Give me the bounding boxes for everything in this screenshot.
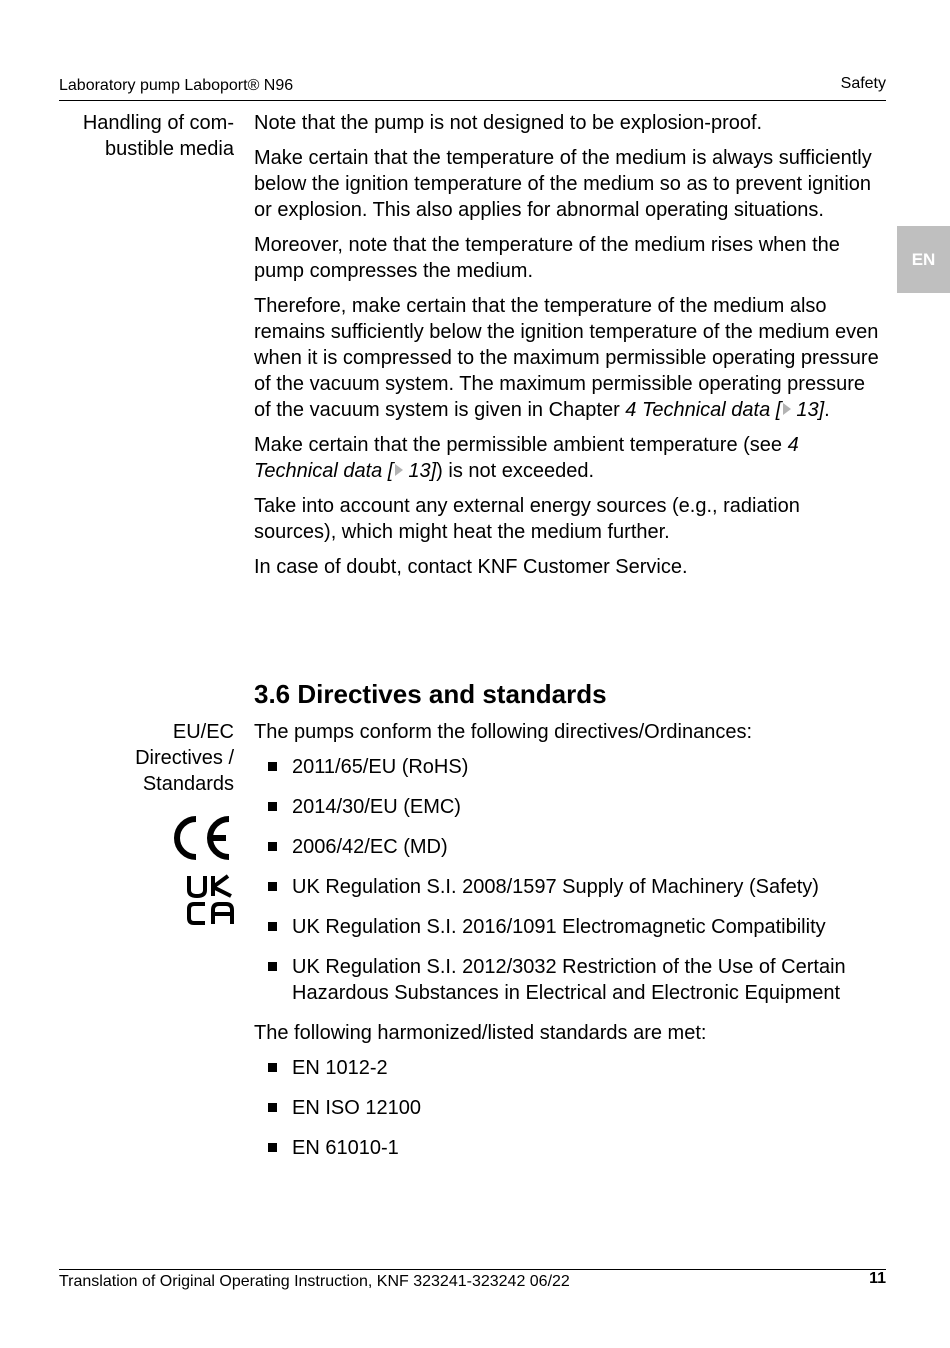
section-heading: 3.6 Directives and standards: [254, 679, 607, 709]
side-label-line: Standards: [142, 773, 234, 795]
ukca-mark-icon: [186, 874, 236, 931]
paragraph: [254, 293, 886, 423]
paragraph: Moreover, note that the temperature of the medium rises when the pump compresses the medium.: [254, 234, 840, 282]
paragraph: The pumps conform the following directives/Ordinances:: [254, 721, 753, 743]
page-header: [59, 76, 886, 101]
cross-reference-label: 4 Technical data [: [625, 399, 782, 421]
directives-list: [254, 754, 886, 1006]
cross-reference-page: 13]: [408, 460, 437, 482]
cross-reference-link[interactable]: [625, 399, 824, 421]
side-label-directives: [135, 719, 234, 797]
language-tab[interactable]: EN: [897, 226, 950, 293]
page-arrow-icon: [783, 403, 791, 415]
ukca-mark-graphic: [186, 874, 236, 926]
list-item: EN 61010-1: [254, 1135, 886, 1161]
paragraph: Make certain that the temperature of the medium is always sufficiently below the ignition temperature of the medium so as to prevent ignition or explosion. This also applies for abnormal operating situations.: [254, 147, 872, 221]
paragraph: [254, 432, 886, 484]
list-item: 2006/42/EC (MD): [254, 834, 886, 860]
paragraph: In case of doubt, contact KNF Customer Service.: [254, 556, 688, 578]
paragraph: Take into account any external energy sources (e.g., radiation sources), which might heat the medium further.: [254, 495, 800, 543]
list-item: UK Regulation S.I. 2008/1597 Supply of Machinery (Safety): [254, 874, 886, 900]
header-section: Safety: [840, 75, 886, 92]
directives-section: [254, 719, 886, 1175]
paragraph: Note that the pump is not designed to be explosion-proof.: [254, 112, 763, 134]
side-label-line: EU/EC: [172, 721, 234, 743]
side-label-combustible: [83, 110, 234, 162]
paragraph-text: Make certain that the permissible ambient temperature (see: [254, 434, 788, 456]
page-number: 11: [869, 1270, 886, 1287]
ce-mark-graphic: [166, 814, 234, 862]
paragraph-text: .: [824, 399, 830, 421]
list-item: 2014/30/EU (EMC): [254, 794, 886, 820]
list-item: 2011/65/EU (RoHS): [254, 754, 886, 780]
cross-reference-label: 4 Technical data [: [254, 434, 799, 482]
side-label-line: Directives /: [135, 747, 234, 769]
list-item: UK Regulation S.I. 2016/1091 Electromagnetic Compatibility: [254, 914, 886, 940]
list-item: EN ISO 12100: [254, 1095, 886, 1121]
combustible-section: [254, 110, 886, 589]
paragraph-text: ) is not exceeded.: [436, 460, 595, 482]
list-item: UK Regulation S.I. 2012/3032 Restriction of the Use of Certain Hazardous Substances in Electrical and Electronic Equipment: [254, 954, 886, 1006]
side-label-line: bustible media: [105, 138, 234, 160]
list-item: EN 1012-2: [254, 1055, 886, 1081]
page-footer: [59, 1269, 886, 1296]
paragraph-text: Therefore, make certain that the temperature of the medium also remains sufficiently below the ignition temperature of the medium even when it is compressed to the maximum permissible operating pressure of the vacuum system. The maximum permissible operating pressure of the vacuum system is given in Chapter: [254, 295, 879, 421]
footer-text: Translation of Original Operating Instruction, KNF 323241-323242 06/22: [59, 1273, 570, 1290]
header-title: Laboratory pump Laboport® N96: [59, 77, 294, 94]
standards-list: [254, 1055, 886, 1161]
page-arrow-icon: [395, 464, 403, 476]
cross-reference-page: 13]: [796, 399, 825, 421]
paragraph: The following harmonized/listed standards are met:: [254, 1022, 707, 1044]
ce-mark-icon: [166, 814, 234, 867]
side-label-line: Handling of com-: [82, 112, 234, 134]
